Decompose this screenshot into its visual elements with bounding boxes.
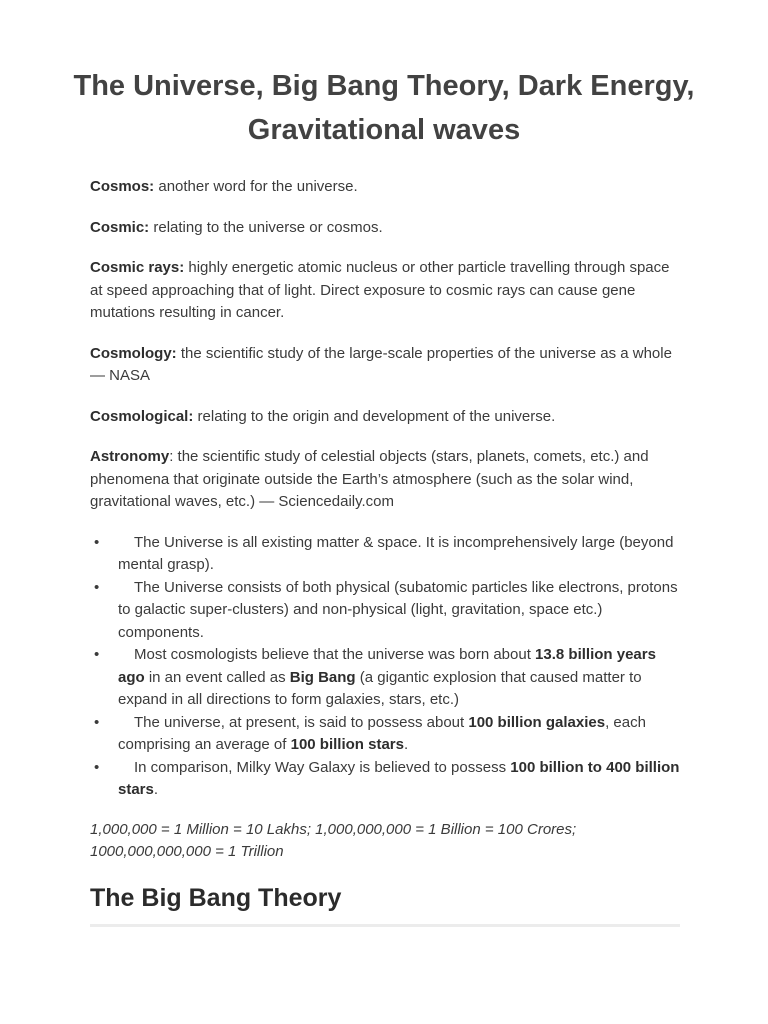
- bullet-icon: •: [94, 578, 100, 596]
- definition-text: the scientific study of the large-scale properties of the universe as a whole — NASA: [90, 344, 672, 384]
- definition-text: highly energetic atomic nucleus or other particle travelling through space at speed approaching that of light. Direct exposure to cosmic rays can cause gene mutations resulting in cancer.: [90, 259, 670, 321]
- definition-term: Cosmic:: [90, 218, 150, 236]
- emphasis: 100 billion to 400 billion stars: [118, 758, 680, 798]
- definition-cosmic-rays: [90, 257, 680, 325]
- definition-text: relating to the universe or cosmos.: [149, 218, 383, 236]
- definition-term: Cosmos:: [90, 178, 155, 195]
- definition-text: another word for the universe.: [154, 178, 358, 195]
- page-title: The Universe, Big Bang Theory, Dark Energy, Gravitational waves: [73, 70, 695, 146]
- emphasis: 100 billion stars: [290, 736, 404, 753]
- section-heading: The Big Bang Theory: [90, 880, 680, 927]
- list-item-text: Most cosmologists believe that the universe was born about: [134, 646, 536, 663]
- emphasis: Big Bang: [289, 668, 356, 686]
- list-item-text: The Universe is all existing matter & space. It is incomprehensively large (beyond mental grasp).: [118, 533, 674, 573]
- definition-cosmological: [90, 406, 680, 429]
- bullet-icon: •: [94, 646, 100, 663]
- list-item-text: .: [404, 736, 409, 753]
- list-item: [90, 757, 680, 802]
- definition-text: : the scientific study of celestial objects (stars, planets, comets, etc.) and phenomena that originate outside the Earth’s atmosphere (such as the solar wind, gravitational waves, etc.) — Sciencedaily.com: [90, 448, 649, 510]
- bullet-icon: •: [94, 533, 100, 551]
- bullet-icon: •: [94, 713, 100, 731]
- list-item: [90, 712, 680, 757]
- list-item-text: (a gigantic explosion that caused matter to expand in all directions to form galaxies, stars, etc.): [118, 668, 642, 708]
- definition-term: Cosmic rays:: [90, 259, 185, 276]
- definition-term: Astronomy: [90, 448, 170, 465]
- definition-astronomy: [90, 446, 680, 514]
- list-item-text: in an event called as: [144, 668, 290, 686]
- definition-cosmos: [90, 176, 680, 199]
- definition-term: Cosmology:: [90, 344, 177, 362]
- fact-list: [90, 532, 680, 802]
- list-item-text: The Universe consists of both physical (subatomic particles like electrons, protons to galactic super-clusters) and non-physical (light, gravitation, space etc.) components.: [118, 578, 678, 641]
- list-item: [90, 532, 680, 577]
- document-body: [90, 176, 680, 927]
- list-item: [90, 577, 680, 645]
- definition-cosmology: [90, 343, 680, 388]
- bullet-icon: •: [94, 758, 100, 776]
- list-item-text: The universe, at present, is said to possess about: [134, 713, 469, 731]
- list-item-text: In comparison, Milky Way Galaxy is believed to possess: [134, 758, 511, 776]
- list-item-text: .: [153, 781, 159, 798]
- list-item-text: , each comprising an average of: [118, 713, 646, 753]
- definition-text: relating to the origin and development of the universe.: [193, 407, 556, 425]
- number-conversion-note: 1,000,000 = 1 Million = 10 Lakhs; 1,000,000,000 = 1 Billion = 100 Crores; 1000,000,000,000 = 1 Trillion: [90, 820, 577, 860]
- definition-term: Cosmological:: [90, 407, 194, 425]
- list-item: [90, 644, 680, 712]
- emphasis: 13.8 billion years ago: [118, 646, 656, 686]
- definition-cosmic: [90, 217, 680, 240]
- emphasis: 100 billion galaxies: [468, 713, 606, 731]
